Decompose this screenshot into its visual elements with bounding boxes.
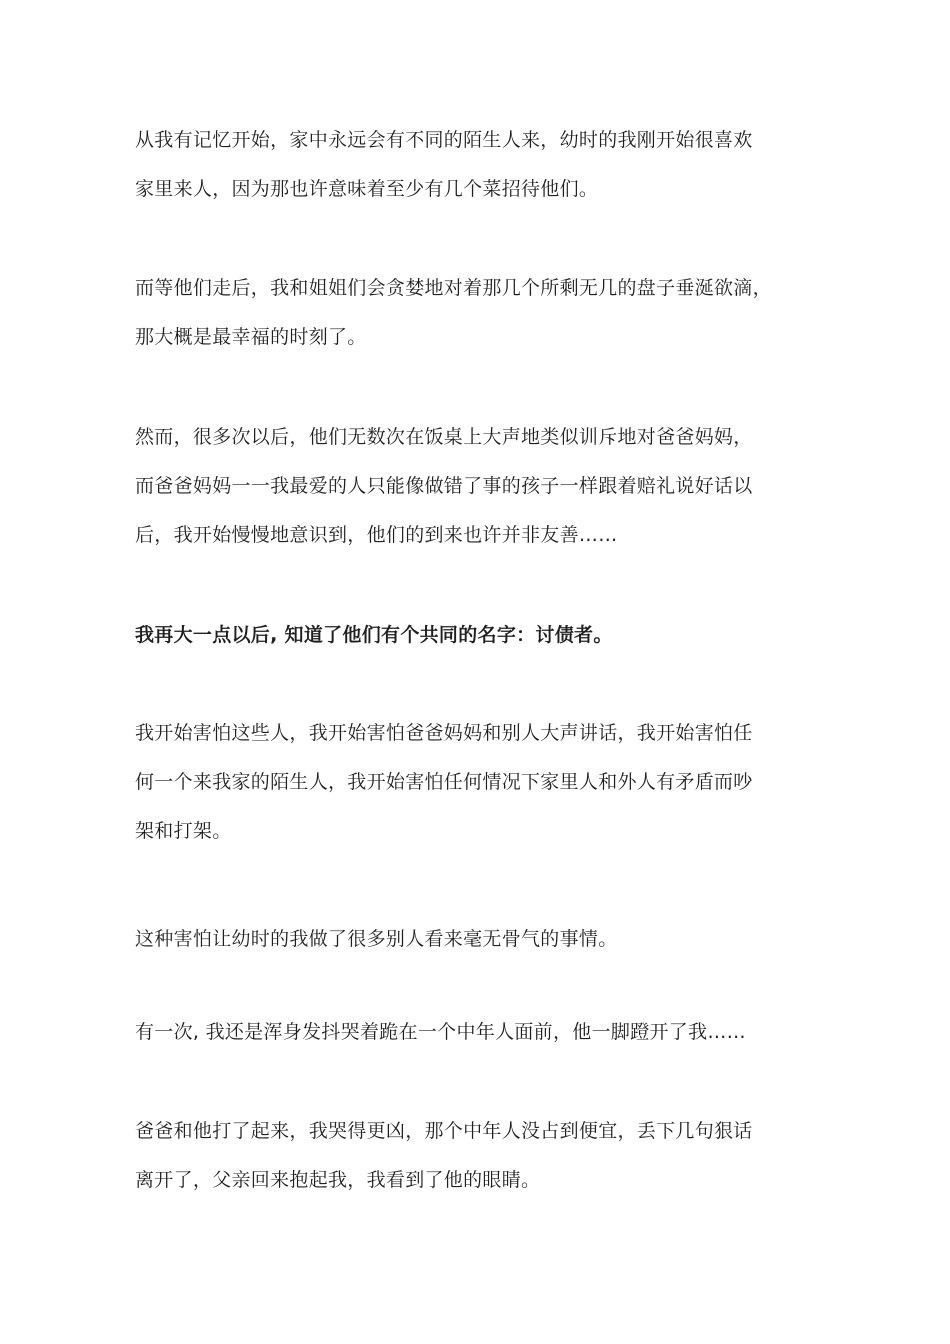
paragraph-8	[135, 1107, 835, 1205]
paragraph-line: 那大概是最幸福的时刻了。	[135, 326, 367, 348]
paragraph-line: 我开始害怕这些人，我开始害怕爸爸妈妈和别人大声讲话，我开始害怕任	[135, 722, 753, 744]
paragraph-line: 然而，很多次以后，他们无数次在饭桌上大声地类似训斥地对爸爸妈妈，	[135, 426, 753, 448]
paragraph-3	[135, 413, 835, 560]
paragraph-line: 何一个来我家的陌生人，我开始害怕任何情况下家里人和外人有矛盾而吵	[135, 771, 753, 793]
paragraph-line: 这种害怕让幼时的我做了很多别人看来毫无骨气的事情。	[135, 928, 618, 950]
paragraph-line: 架和打架。	[135, 820, 232, 842]
paragraph-line: 家里来人，因为那也许意味着至少有几个菜招待他们。	[135, 178, 599, 200]
paragraph-line: 而等他们走后，我和姐姐们会贪婪地对着那几个所剩无几的盘子垂涎欲滴，	[135, 277, 772, 299]
paragraph-7	[135, 1008, 835, 1057]
paragraph-line: 我再大一点以后, 知道了他们有个共同的名字：讨债者。	[135, 624, 613, 646]
paragraph-6	[135, 915, 835, 964]
paragraph-5	[135, 709, 835, 856]
paragraph-line: 从我有记忆开始，家中永远会有不同的陌生人来，幼时的我刚开始很喜欢	[135, 129, 753, 151]
paragraph-1	[135, 116, 835, 214]
paragraph-line: 有一次, 我还是浑身发抖哭着跪在一个中年人面前，他一脚蹬开了我……	[135, 1021, 746, 1043]
paragraph-line: 而爸爸妈妈一一我最爱的人只能像做错了事的孩子一样跟着赔礼说好话以	[135, 475, 753, 497]
paragraph-line: 爸爸和他打了起来，我哭得更凶，那个中年人没占到便宜，丢下几句狠话	[135, 1120, 753, 1142]
paragraph-4-bold	[135, 611, 835, 660]
paragraph-2	[135, 264, 835, 362]
paragraph-line: 离开了，父亲回来抱起我，我看到了他的眼睛。	[135, 1169, 541, 1191]
paragraph-line: 后，我开始慢慢地意识到，他们的到来也许并非友善……	[135, 524, 618, 546]
